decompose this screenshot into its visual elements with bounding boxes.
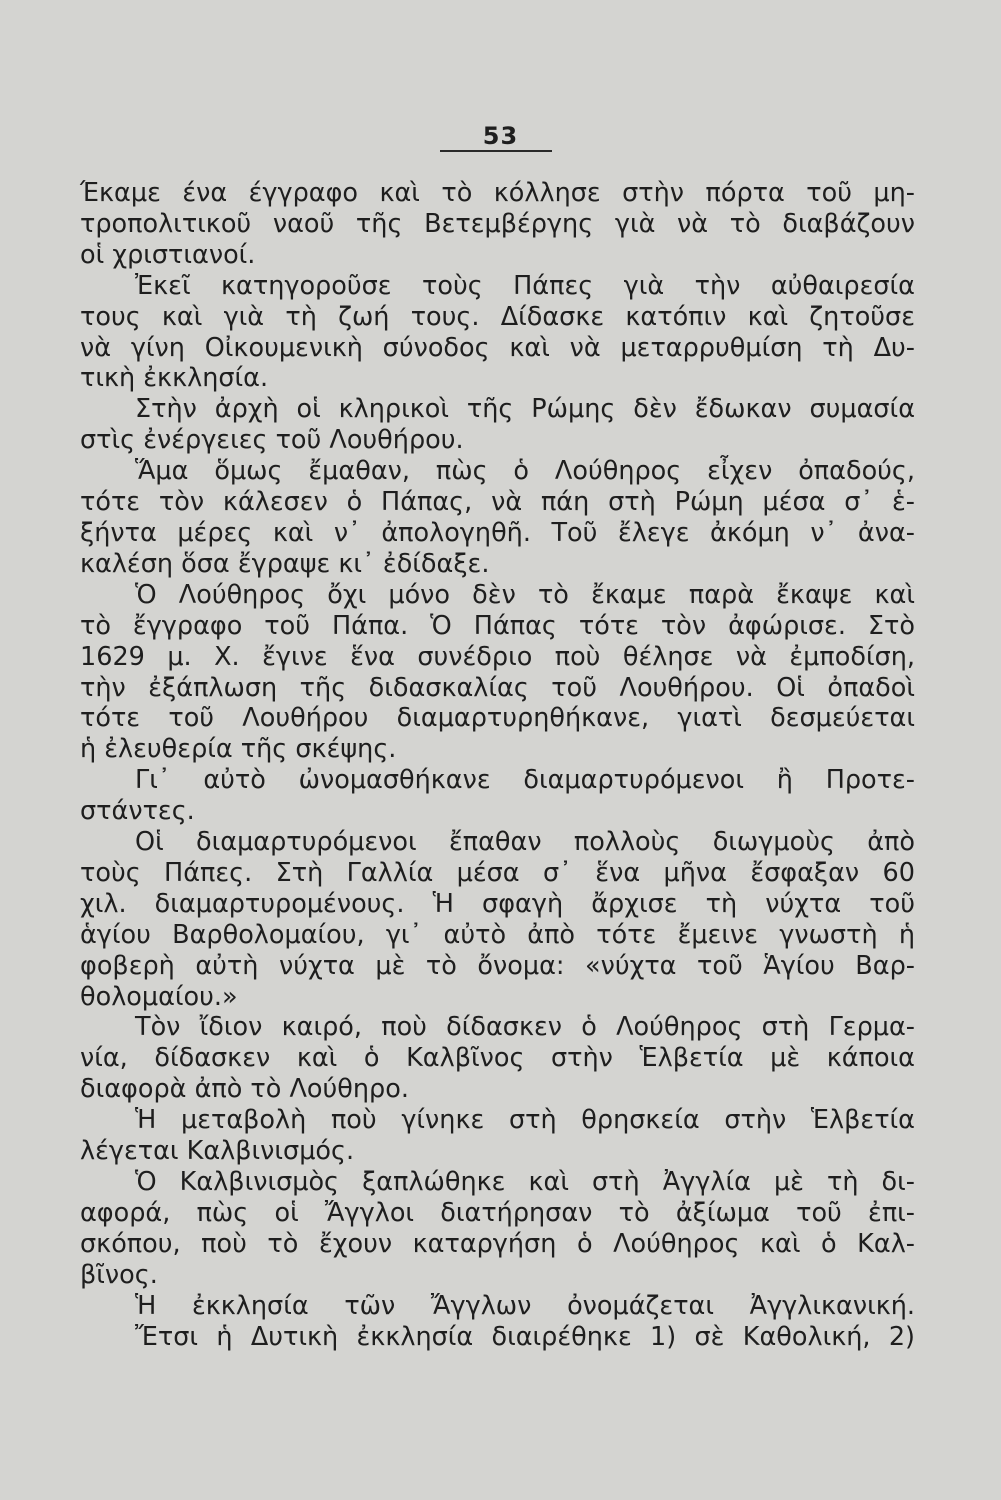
text-line: Ἔτσι ἡ Δυτικὴ ἐκκλησία διαιρέθηκε 1) σὲ Καθολική, 2)	[135, 1321, 915, 1352]
text-line: τικὴ ἐκκλησία.	[80, 363, 269, 394]
text-line: τὸ ἔγγραφο τοῦ Πάπα. Ὁ Πάπας τότε τὸν ἀφώρισε. Στὸ	[80, 610, 915, 641]
text-line: τοὺς Πάπες. Στὴ Γαλλία μέσα σ᾿ ἕνα μῆνα ἔσφαξαν 60	[80, 857, 915, 888]
text-line: Έκαμε ένα έγγραφο καὶ τὸ κόλλησε στὴν πόρτα τοῦ μη-	[80, 178, 915, 208]
text-line: θολομαίου.»	[80, 981, 238, 1012]
page-number-rule	[440, 150, 552, 152]
text-line: σκόπου, ποὺ τὸ ἔχουν καταργήση ὁ Λούθηρος καὶ ὁ Καλ-	[80, 1228, 915, 1259]
text-line: Στὴν ἀρχὴ οἱ κληρικοὶ τῆς Ρώμης δὲν ἔδωκαν συμασία	[135, 394, 915, 425]
text-line: Ἅμα ὅμως ἔμαθαν, πὼς ὁ Λούθηρος εἶχεν ὀπαδούς,	[135, 456, 915, 487]
text-line: λέγεται Καλβινισμός.	[80, 1136, 355, 1167]
text-line: καλέση ὅσα ἔγραψε κι᾿ ἐδίδαξε.	[80, 548, 490, 579]
text-line: τὴν ἐξάπλωση τῆς διδασκαλίας τοῦ Λουθήρου. Οἱ ὀπαδοὶ	[80, 672, 915, 703]
text-line: Ἐκεῖ κατηγοροῦσε τοὺς Πάπες γιὰ τὴν αὐθαιρεσία	[135, 270, 915, 301]
text-line: Τὸν ἴδιον καιρό, ποὺ δίδασκεν ὁ Λούθηρος στὴ Γερμα-	[135, 1012, 915, 1043]
page-number: 53	[482, 122, 519, 150]
text-line: βῖνος.	[80, 1259, 158, 1290]
text-line: οἱ χριστιανοί.	[80, 239, 256, 270]
text-line: φοβερὴ αὐτὴ νύχτα μὲ τὸ ὄνομα: «νύχτα τοῦ Ἁγίου Βαρ-	[80, 950, 915, 981]
text-line: νὰ γίνη Οἰκουμενικὴ σύνοδος καὶ νὰ μεταρρυθμίση τὴ Δυ-	[80, 332, 915, 363]
body-text	[80, 178, 915, 1352]
text-line: 1629 μ. Χ. ἔγινε ἕνα συνέδριο ποὺ θέλησε νὰ ἐμποδίση,	[80, 641, 915, 672]
text-line: τότε τοῦ Λουθήρου διαμαρτυρηθήκανε, γιατὶ δεσμεύεται	[80, 703, 915, 734]
text-line: διαφορὰ ἀπὸ τὸ Λούθηρο.	[80, 1074, 409, 1105]
text-line: χιλ. διαμαρτυρομένους. Ἡ σφαγὴ ἄρχισε τὴ νύχτα τοῦ	[80, 888, 915, 919]
text-line: τροπολιτικοῦ ναοῦ τῆς Βετεμβέργης γιὰ νὰ τὸ διαβάζουν	[80, 208, 915, 239]
text-line: στὶς ἐνέργειες τοῦ Λουθήρου.	[80, 425, 464, 456]
text-line: τους καὶ γιὰ τὴ ζωή τους. Δίδασκε κατόπιν καὶ ζητοῦσε	[80, 301, 915, 332]
text-line: τότε τὸν κάλεσεν ὁ Πάπας, νὰ πάη στὴ Ρώμη μέσα σ᾿ ἑ-	[80, 487, 915, 518]
text-line: ξήντα μέρες καὶ ν᾿ ἀπολογηθῆ. Τοῦ ἔλεγε ἀκόμη ν᾿ ἀνα-	[80, 517, 915, 548]
text-line: νία, δίδασκεν καὶ ὁ Καλβῖνος στὴν Ἑλβετία μὲ κάποια	[80, 1043, 915, 1074]
text-line: ἁγίου Βαρθολομαίου, γι᾿ αὐτὸ ἀπὸ τότε ἔμεινε γνωστὴ ἡ	[80, 919, 915, 950]
text-line: στάντες.	[80, 796, 195, 827]
text-line: Οἱ διαμαρτυρόμενοι ἔπαθαν πολλοὺς διωγμοὺς ἀπὸ	[135, 827, 915, 858]
text-line: Ἡ μεταβολὴ ποὺ γίνηκε στὴ θρησκεία στὴν Ἑλβετία	[135, 1105, 915, 1136]
text-line: αφορά, πὼς οἱ Ἄγγλοι διατήρησαν τὸ ἀξίωμα τοῦ ἐπι-	[80, 1197, 915, 1228]
text-line: Ἡ ἐκκλησία τῶν Ἄγγλων ὀνομάζεται Ἀγγλικανική.	[135, 1290, 915, 1321]
text-line: Γι᾿ αὐτὸ ὠνομασθήκανε διαμαρτυρόμενοι ἢ Προτε-	[135, 765, 915, 796]
text-line: Ὁ Λούθηρος ὄχι μόνο δὲν τὸ ἔκαμε παρὰ ἔκαψε καὶ	[135, 579, 915, 610]
text-line: Ὁ Καλβινισμὸς ξαπλώθηκε καὶ στὴ Ἀγγλία μὲ τὴ δι-	[135, 1167, 915, 1197]
text-line: ἡ ἐλευθερία τῆς σκέψης.	[80, 734, 397, 765]
